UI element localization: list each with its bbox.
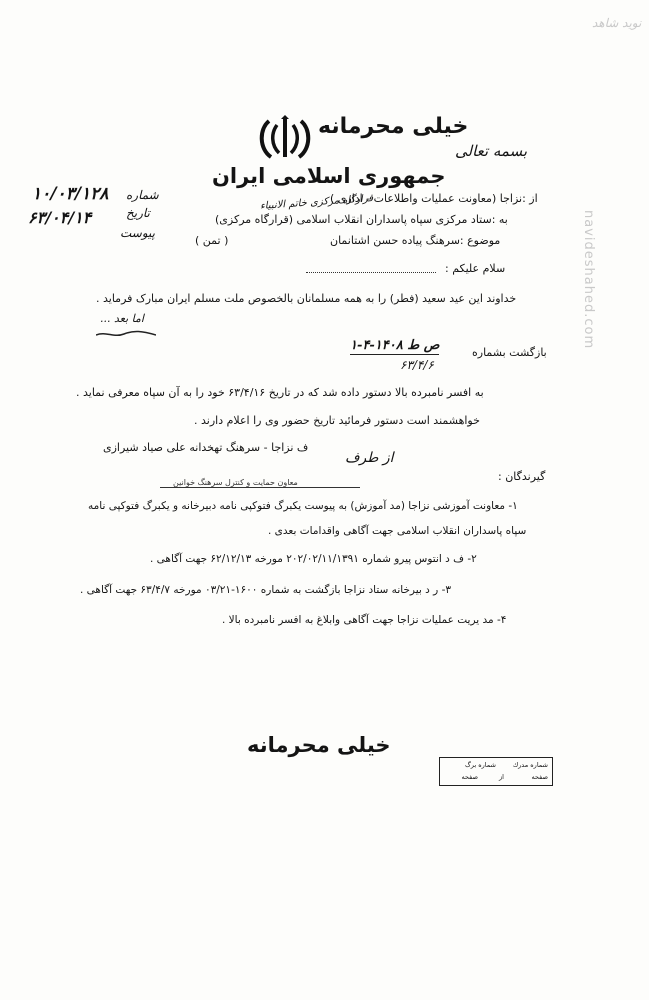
to-handwritten: قرارگاه مرکزی خاتم الانبیاء: [259, 193, 374, 212]
recipients-label: گیرندگان :: [498, 470, 546, 483]
watermark-corner: نوید شاهد: [592, 16, 642, 30]
watermark-vertical: navideshahed.com: [581, 210, 596, 350]
subject-extra: ( تمن ): [195, 234, 229, 247]
to-line: به :ستاد مرکزی سپاه پاسداران انقلاب اسلامی (قرارگاه مرکزی): [215, 213, 508, 226]
stamp-doc-number-label: شماره مدرك: [512, 761, 548, 769]
document-stamp-box: [439, 757, 553, 786]
republic-title: جمهوری اسلامی ایران: [212, 164, 446, 188]
salutation: سلام علیکم :: [445, 262, 506, 275]
recipient-line: سپاه پاسداران انقلاب اسلامی جهت آگاهی واقدامات بعدی .: [268, 525, 527, 537]
reference-number: ۱-۴-۱۴۰۸ ص ط: [350, 338, 440, 353]
deputy-scribble-line: [160, 487, 360, 488]
from-office: ف نزاجا - سرهنگ تهخدانه علی صیاد شیرازی: [103, 441, 309, 454]
iran-emblem-icon: [255, 115, 315, 163]
reference-prefix: بازگشت بشماره: [472, 346, 547, 359]
from-office-label: از طرف: [345, 450, 394, 466]
deputy-line: معاون حمایت و کنترل سرهنگ خوانین: [173, 478, 298, 487]
meta-label-number: شماره: [126, 188, 159, 202]
paragraph-2: خواهشمند است دستور فرمائید تاریخ حضور وی را اعلام دارند .: [194, 414, 480, 427]
classification-bottom: خیلی محرمانه: [247, 733, 391, 757]
salutation-dots: [306, 264, 436, 273]
from-line: از :نزاجا (معاونت عملیات واطلاعات - اداری ): [330, 192, 538, 205]
stamp-sheet-number-label: شماره برگ: [464, 761, 496, 769]
opening-line: خداوند این عید سعید (فطر) را به همه مسلمانان بالخصوص ملت مسلم ایران مبارک فرماید .: [96, 292, 517, 305]
subject-line: موضوع :سرهنگ پیاده حسن اشتانمان: [330, 234, 501, 247]
recipient-line: ۲- ف د انتوس پیرو شماره ۲۰۲/۰۲/۱۱/۱۳۹۱ مورخه ۶۲/۱۲/۱۳ جهت آگاهی .: [150, 553, 477, 565]
meta-value-date: ۶۳/۰۴/۱۴: [28, 208, 92, 227]
signature-scribble-line-icon: [96, 324, 156, 334]
meta-label-attachment: پیوست: [120, 226, 155, 240]
stamp-of-label: از: [499, 773, 504, 781]
meta-value-number: ۱۰/۰۳/۱۲۸: [32, 184, 109, 204]
reference-date: ۶۳/۴/۶: [400, 358, 434, 372]
meta-label-date: تاریخ: [126, 206, 150, 220]
signature-scribble: اما بعد ...: [100, 312, 144, 325]
recipient-line: ۱- معاونت آموزشی نزاجا (مد آموزش) به پیوست یکبرگ فتوکپی نامه دبیرخانه و یکبرگ فتوکپی نامه: [88, 500, 518, 512]
stamp-page-label-2: صفحه: [461, 773, 478, 781]
classification-top: خیلی محرمانه: [318, 114, 469, 139]
bismillah: بسمه تعالی: [455, 142, 528, 160]
recipient-line: ۳- ر د بیرخانه ستاد نزاجا بازگشت به شماره ۱۶۰۰-۰۳/۲۱ مورخه ۶۳/۴/۷ جهت آگاهی .: [80, 584, 452, 596]
stamp-page-label: صفحه: [531, 773, 548, 781]
paragraph-1: به افسر نامبرده بالا دستور داده شد که در تاریخ ۶۳/۴/۱۶ خود را به آن سپاه معرفی نماید .: [76, 386, 484, 399]
recipient-line: ۴- مد یریت عملیات نزاجا جهت آگاهی وابلاغ به افسر نامبرده بالا .: [222, 614, 507, 626]
